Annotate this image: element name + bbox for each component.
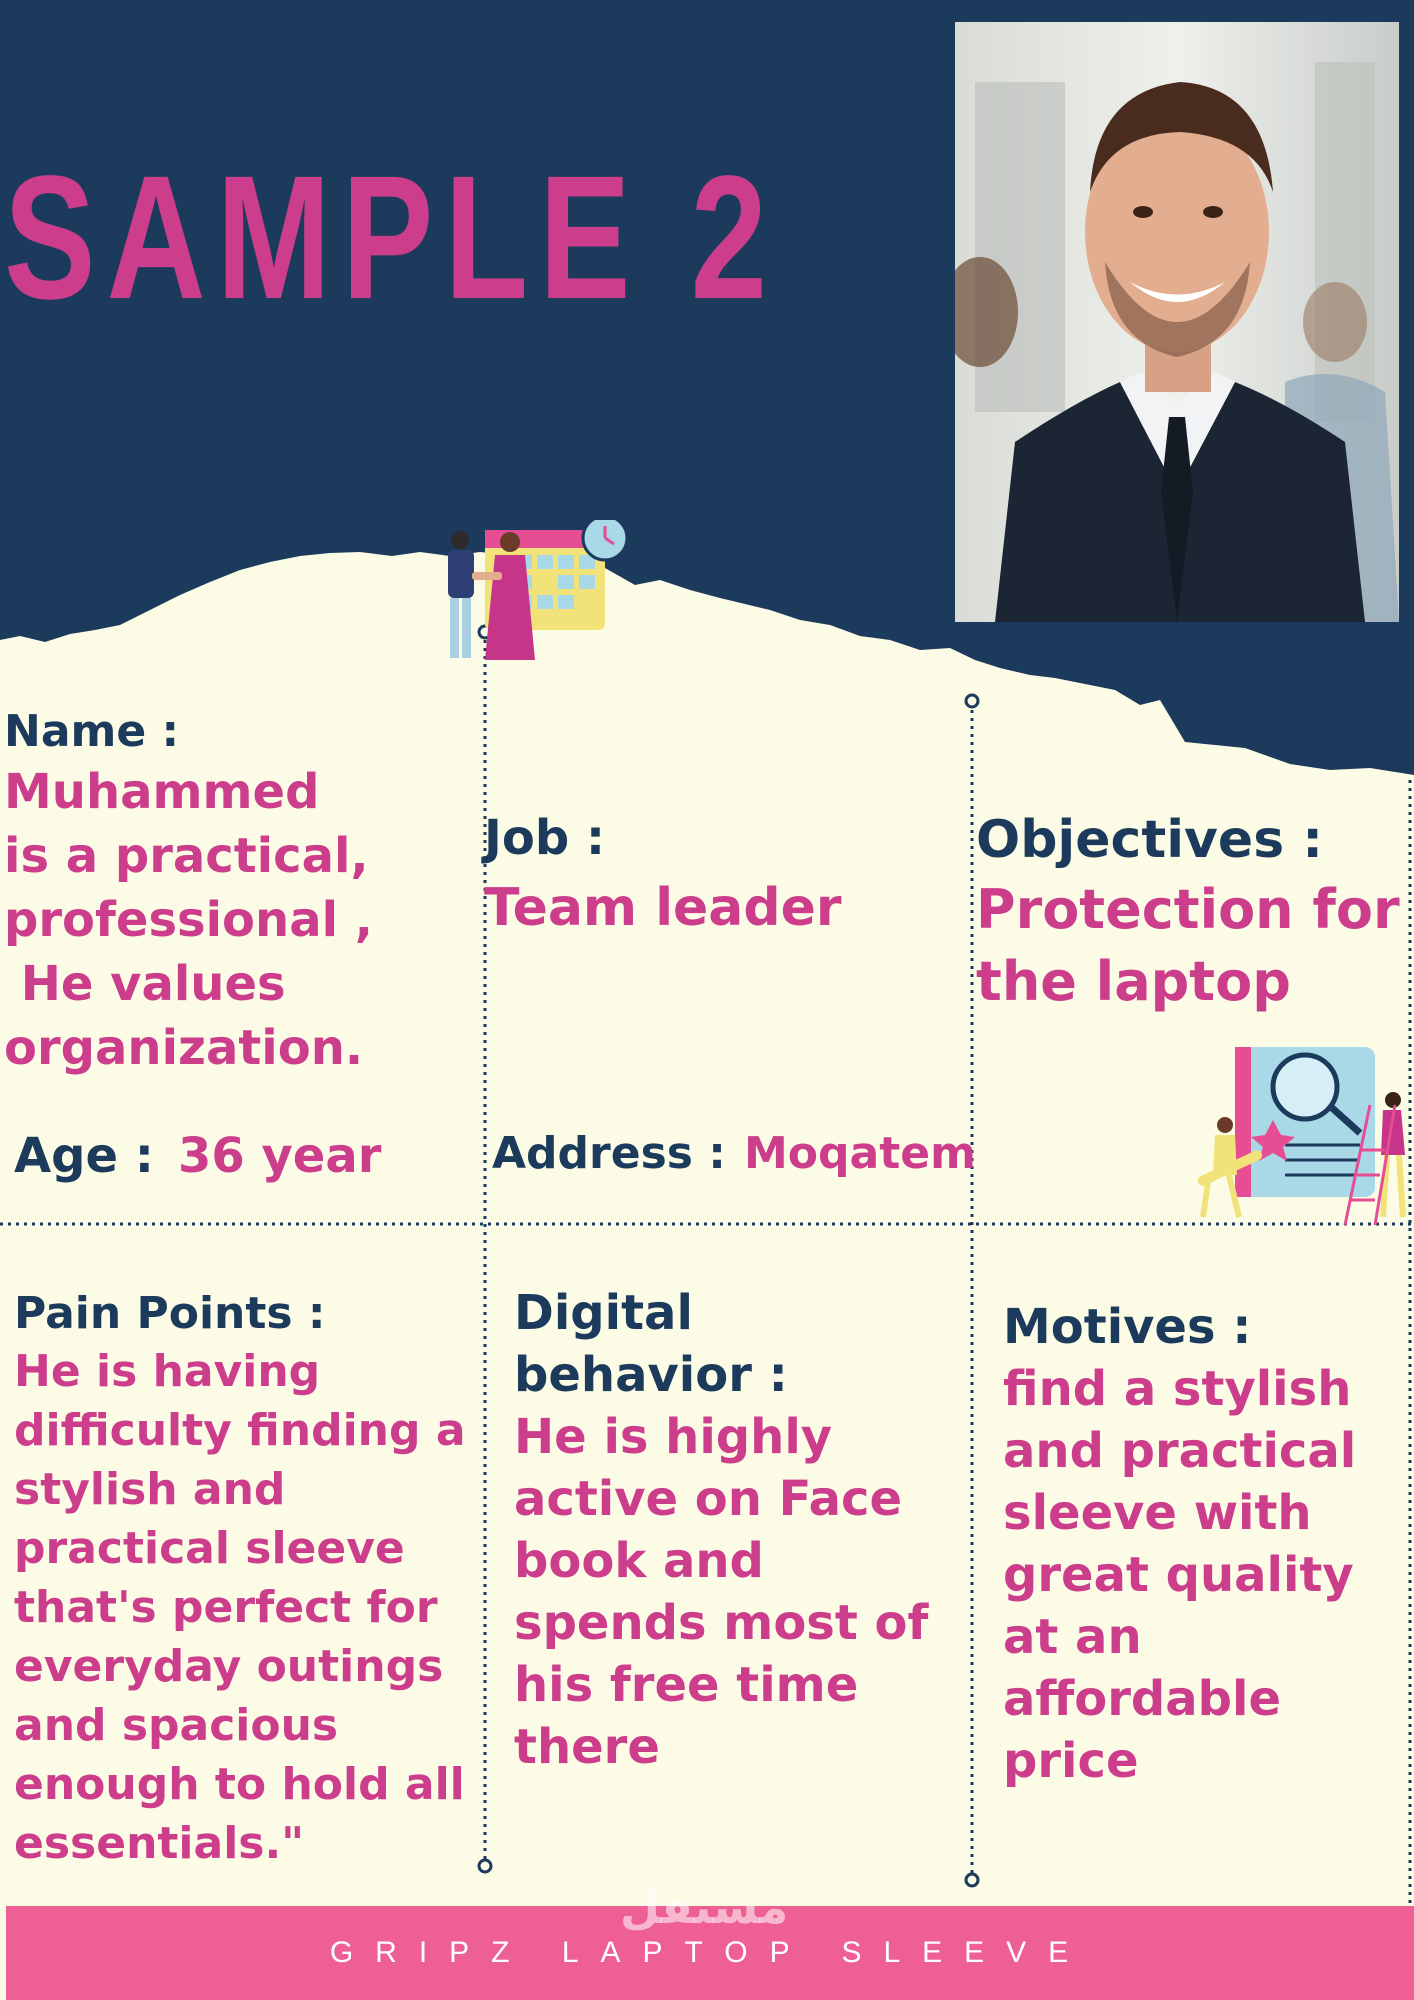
pain-points-text [14,1342,466,1873]
pain-points-line: that's perfect for [14,1582,438,1633]
name-line: Muhammed [4,764,320,820]
address-label: Address : [492,1128,726,1179]
pain-points-line: everyday outings [14,1641,444,1692]
digital-behavior-block [514,1282,928,1778]
digital-behavior-line: He is highly [514,1409,833,1465]
digital-behavior-label: behavior : [514,1347,788,1403]
meeting-illustration [440,520,640,680]
pain-points-line: practical sleeve [14,1523,405,1574]
objectives-line: Protection for [976,878,1400,941]
pain-points-label: Pain Points : [14,1288,326,1339]
pain-points-line: stylish and [14,1464,286,1515]
name-label: Name : [4,706,180,757]
name-line: He values [4,956,286,1012]
motives-line: great quality [1003,1547,1354,1603]
name-line: professional , [4,892,373,948]
pain-points-line: He is having [14,1346,321,1397]
name-line: organization. [4,1020,364,1076]
objectives-label: Objectives : [976,810,1324,870]
name-description [4,762,373,1078]
motives-block [1003,1296,1356,1792]
name-line: is a practical, [4,828,369,884]
digital-behavior-line: spends most of [514,1595,929,1651]
portrait-photo [955,22,1399,622]
motives-line: find a stylish [1003,1361,1352,1417]
motives-line: and practical [1003,1423,1357,1479]
pain-points-line: essentials." [14,1818,305,1869]
watermark-logo: مستقل [620,1880,789,1934]
address-value: Moqatem [744,1128,976,1179]
pain-points-line: enough to hold all [14,1759,465,1810]
digital-behavior-line: book and [514,1533,764,1589]
motives-line: price [1003,1733,1139,1789]
job-label: Job : [484,810,606,866]
pain-points-line: and spacious [14,1700,339,1751]
pain-points-line: difficulty finding a [14,1405,466,1456]
age-label: Age : [14,1128,154,1184]
research-illustration [1195,1045,1410,1230]
digital-behavior-line: active on Face [514,1471,903,1527]
job-value: Team leader [484,878,842,938]
age-value: 36 year [178,1128,382,1184]
footer-text: GRIPZ LAPTOP SLEEVE [329,1936,1091,1969]
motives-label: Motives : [1003,1299,1252,1355]
digital-behavior-label: Digital [514,1285,693,1341]
page-title: SAMPLE 2 [4,140,778,336]
digital-behavior-line: there [514,1719,660,1775]
motives-line: at an [1003,1609,1142,1665]
objectives-line: the laptop [976,950,1291,1013]
motives-line: affordable [1003,1671,1282,1727]
digital-behavior-line: his free time [514,1657,859,1713]
motives-line: sleeve with [1003,1485,1312,1541]
